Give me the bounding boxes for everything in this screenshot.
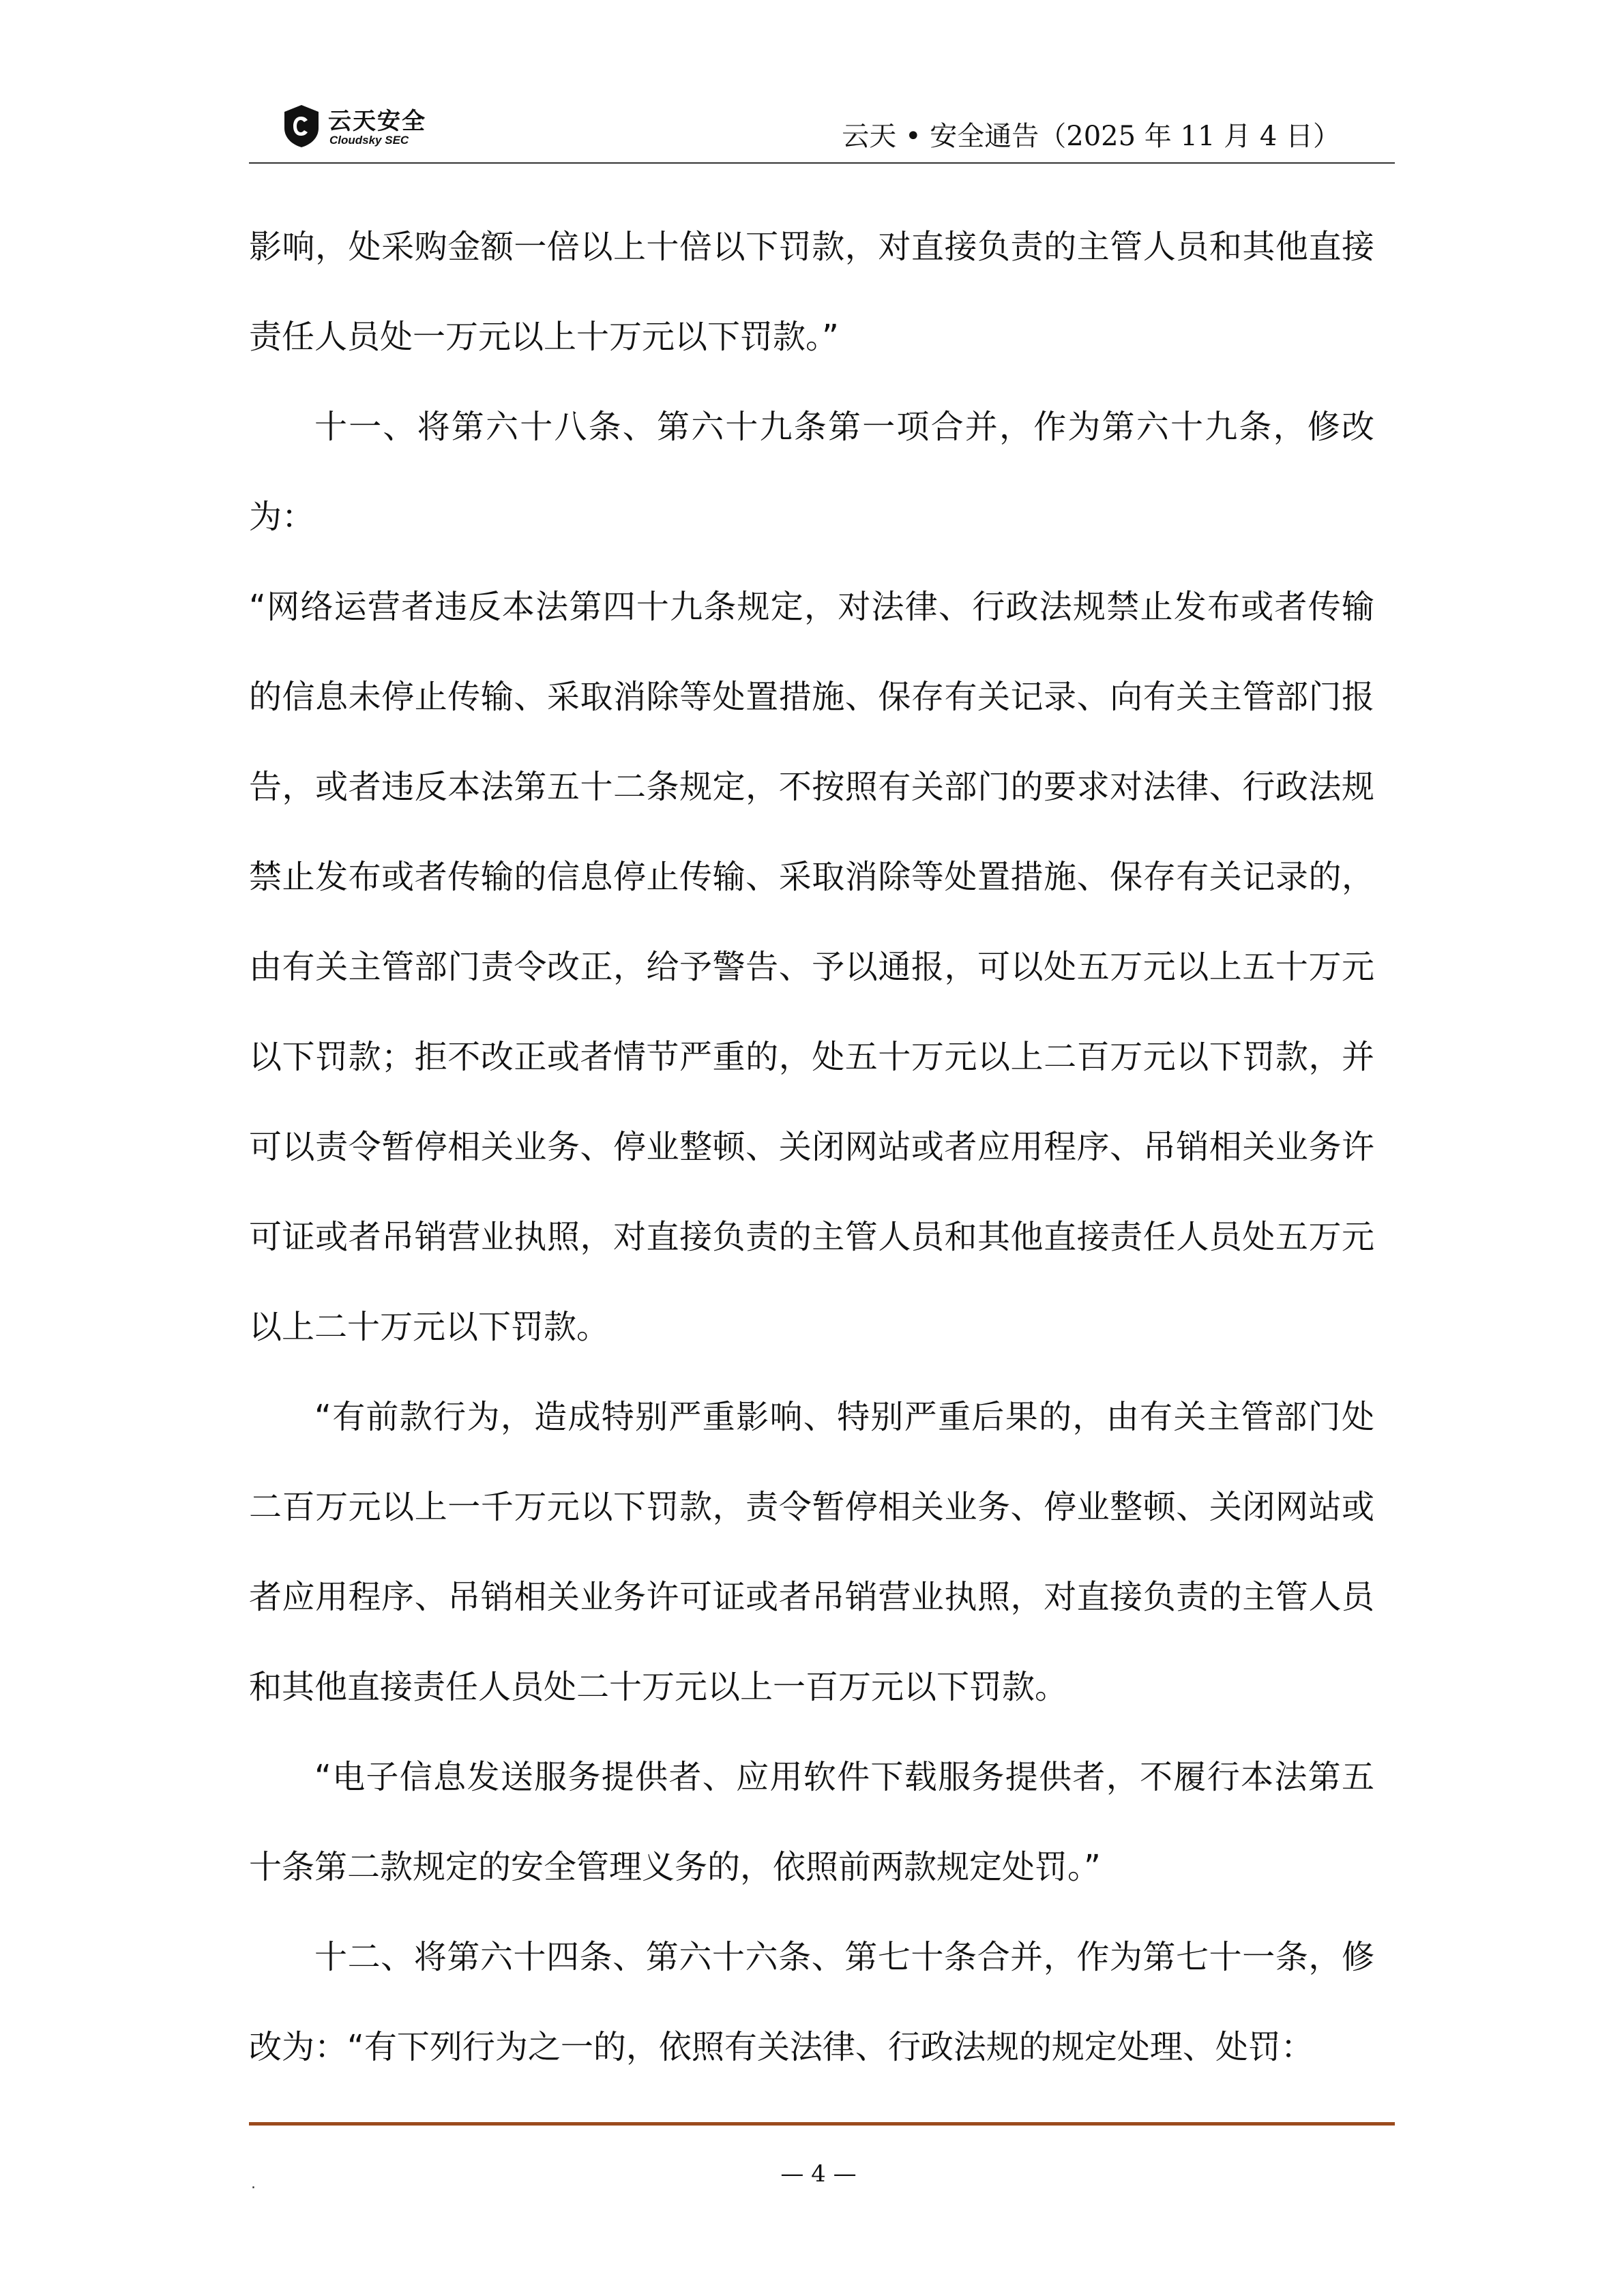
page-number: — 4 — (780, 2160, 857, 2188)
paragraph: “电子信息发送服务提供者、应用软件下载服务提供者，不履行本法第五十条第二款规定的安全管理义务的，依照前两款规定处罚。” (249, 1758, 1374, 1886)
logo-text-en: Cloudsky SEC (329, 134, 409, 147)
cloudsky-logo (282, 102, 486, 157)
document-body (249, 202, 1374, 2092)
footer-divider (249, 2122, 1395, 2126)
paragraph: 十二、将第六十四条、第六十六条、第七十条合并，作为第七十一条，修改为：“有下列行为之一的，依照有关法律、行政法规的规定处理、处罚： (249, 1938, 1374, 2066)
paragraph: “有前款行为，造成特别严重影响、特别严重后果的，由有关主管部门处二百万元以上一千万元以下罚款，责令暂停相关业务、停业整顿、关闭网站或者应用程序、吊销相关业务许可证或者吊销营业执照，对直接负责的主管人员和其他直接责任人员处二十万元以上一百万元以下罚款。 (249, 1398, 1374, 1706)
header-divider (249, 162, 1395, 164)
shield-c-logo-icon (282, 104, 321, 149)
page-header (249, 95, 1395, 164)
paragraph: 影响，处采购金额一倍以上十倍以下罚款，对直接负责的主管人员和其他直接责任人员处一万元以上十万元以下罚款。” (249, 228, 1374, 356)
logo-text-cn: 云天安全 (328, 108, 426, 135)
paragraph: “网络运营者违反本法第四十九条规定，对法律、行政法规禁止发布或者传输的信息未停止传输、采取消除等处置措施、保存有关记录、向有关主管部门报告，或者违反本法第五十二条规定，不按照有关部门的要求对法律、行政法规禁止发布或者传输的信息停止传输、采取消除等处置措施、保存有关记录的，由有关主管部门责令改正，给予警告、予以通报，可以处五万元以上五十万元以下罚款；拒不改正或者情节严重的，处五十万元以上二百万元以下罚款，并可以责令暂停相关业务、停业整顿、关闭网站或者应用程序、吊销相关业务许可证或者吊销营业执照，对直接负责的主管人员和其他直接责任人员处五万元以上二十万元以下罚款。 (249, 588, 1374, 1346)
corner-mark: . (251, 2175, 256, 2192)
paragraph: 十一、将第六十八条、第六十九条第一项合并，作为第六十九条，修改为： (249, 408, 1374, 536)
header-title: 云天 • 安全通告（2025 年 11 月 4 日） (842, 121, 1340, 152)
